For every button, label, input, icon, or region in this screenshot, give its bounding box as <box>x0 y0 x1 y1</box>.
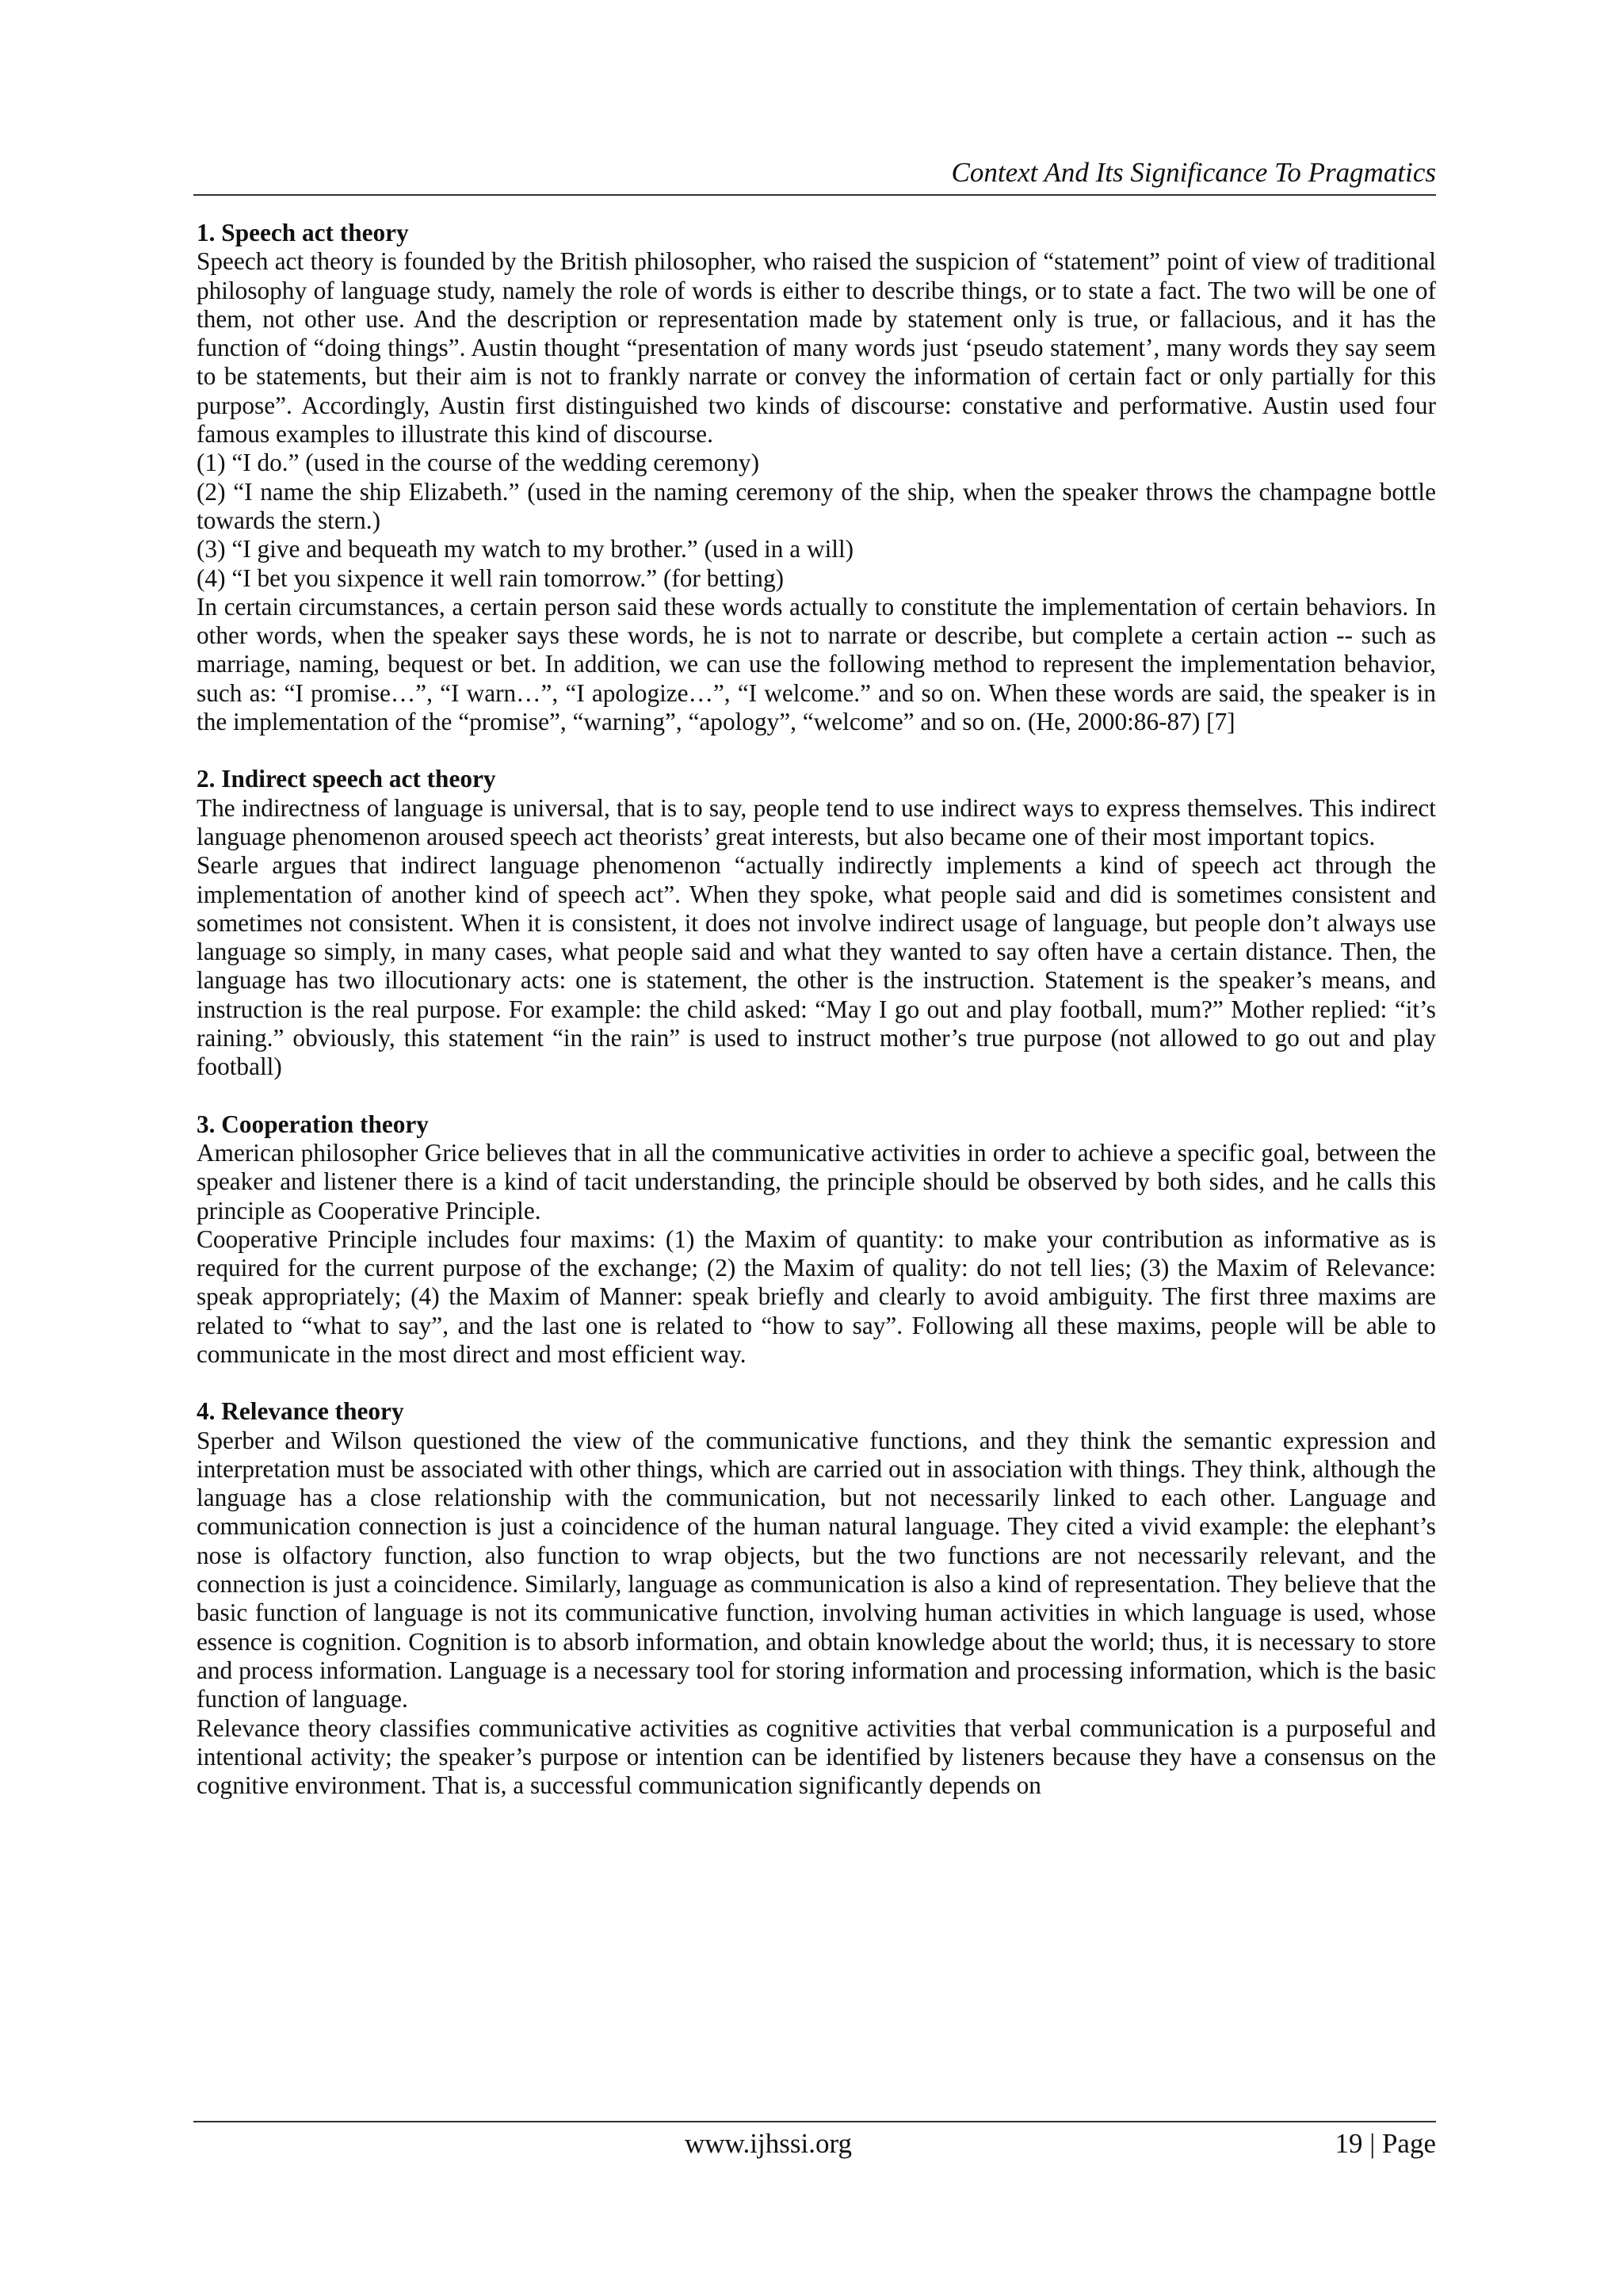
footer-divider <box>193 2121 1436 2122</box>
paragraph: Speech act theory is founded by the British philosopher, who raised the suspicion of “statement” point of view of traditional philosophy of language study, namely the role of words is either to describe things, or to state a fact. The two will be one of them, not other use. And the description or representation made by statement only is true, or fallacious, and it has the function of “doing things”. Austin thought “presentation of many words just ‘pseudo statement’, many words they say seem to be statements, but their aim is not to frankly narrate or convey the information of certain fact or only partially for this purpose”. Accordingly, Austin first distinguished two kinds of discourse: constative and performative. Austin used four famous examples to illustrate this kind of discourse. <box>197 247 1436 449</box>
paragraph: Relevance theory classifies communicative activities as cognitive activities that verbal communication is a purposeful and intentional activity; the speaker’s purpose or intention can be identified by listeners because they have a consensus on the cognitive environment. That is, a successful communication significantly depends on <box>197 1713 1436 1800</box>
section-indirect-speech-act-theory <box>197 765 1436 1081</box>
example-item: (2) “I name the ship Elizabeth.” (used in the naming ceremony of the ship, when the speaker throws the champagne bottle towards the stern.) <box>197 477 1436 534</box>
paragraph: Cooperative Principle includes four maxims: (1) the Maxim of quantity: to make your contribution as informative as is required for the current purpose of the exchange; (2) the Maxim of quality: do not tell lies; (3) the Maxim of Relevance: speak appropriately; (4) the Maxim of Manner: speak briefly and clearly to avoid ambiguity. The first three maxims are related to “what to say”, and the last one is related to “how to say”. Following all these maxims, people will be able to communicate in the most direct and most efficient way. <box>197 1224 1436 1368</box>
section-cooperation-theory <box>197 1110 1436 1370</box>
paragraph: In certain circumstances, a certain person said these words actually to constitute the implementation of certain behaviors. In other words, when the speaker says these words, he is not to narrate or describe, but complete a certain action -- such as marriage, naming, bequest or bet. In addition, we can use the following method to represent the implementation behavior, such as: “I promise…”, “I warn…”, “I apologize…”, “I welcome.” and so on. When these words are said, the speaker is in the implementation of the “promise”, “warning”, “apology”, “welcome” and so on. (He, 2000:86-87) [7] <box>197 592 1436 736</box>
running-header-title: Context And Its Significance To Pragmatics <box>951 157 1436 188</box>
example-item: (1) “I do.” (used in the course of the wedding ceremony) <box>197 449 760 477</box>
section-heading: 2. Indirect speech act theory <box>197 765 496 793</box>
section-heading: 3. Cooperation theory <box>197 1110 429 1138</box>
section-speech-act-theory <box>197 219 1436 736</box>
header-divider <box>193 194 1436 196</box>
section-heading: 4. Relevance theory <box>197 1397 404 1426</box>
paragraph: Searle argues that indirect language phenomenon “actually indirectly implements a kind of speech act through the implementation of another kind of speech act”. When they spoke, what people said and did is sometimes consistent and sometimes not consistent. When it is consistent, it does not involve indirect usage of language, but people don’t always use language so simply, in many cases, what people said and what they wanted to say often have a certain distance. Then, the language has two illocutionary acts: one is statement, the other is the instruction. Statement is the speaker’s means, and instruction is the real purpose. For example: the child asked: “May I go out and play football, mum?” Mother replied: “it’s raining.” obviously, this statement “in the rain” is used to instruct mother’s true purpose (not allowed to go out and play football) <box>197 851 1436 1081</box>
paragraph: Sperber and Wilson questioned the view of the communicative functions, and they think the semantic expression and interpretation must be associated with other things, which are carried out in association with things. They think, although the language has a close relationship with the communication, but not necessarily linked to each other. Language and communication connection is just a coincidence of the human natural language. They cited a vivid example: the elephant’s nose is olfactory function, also function to wrap objects, but the two functions are not necessarily relevant, and the connection is just a coincidence. Similarly, language as communication is also a kind of representation. They believe that the basic function of language is not its communicative function, involving human activities in which language is used, whose essence is cognition. Cognition is to absorb information, and obtain knowledge about the world; thus, it is necessary to store and process information. Language is a necessary tool for storing information and processing information, which is the basic function of language. <box>197 1426 1436 1713</box>
body-content <box>197 219 1436 1800</box>
paragraph: The indirectness of language is universal, that is to say, people tend to use indirect ways to express themselves. This indirect language phenomenon aroused speech act theorists’ great interests, but also became one of their most important topics. <box>197 793 1436 850</box>
example-item: (3) “I give and bequeath my watch to my brother.” (used in a will) <box>197 535 854 563</box>
section-relevance-theory <box>197 1397 1436 1800</box>
paragraph: American philosopher Grice believes that in all the communicative activities in order to achieve a specific goal, between the speaker and listener there is a kind of tacit understanding, the principle should be observed by both sides, and he calls this principle as Cooperative Principle. <box>197 1138 1436 1224</box>
section-heading: 1. Speech act theory <box>197 219 409 246</box>
example-item: (4) “I bet you sixpence it well rain tomorrow.” (for betting) <box>197 563 785 592</box>
page-number: 19 | Page <box>1335 2128 1436 2159</box>
footer-url: www.ijhssi.org <box>685 2128 852 2159</box>
